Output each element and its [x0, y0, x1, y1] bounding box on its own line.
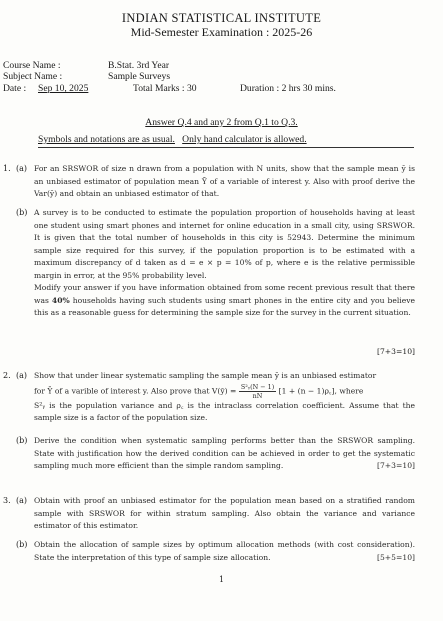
course-value: B.Stat. 3rd Year	[108, 60, 170, 71]
q1a-text: For an SRSWOR of size n drawn from a population with N units, show that the sample mean ȳ is an unbiased estimator of population mean Ȳ of a variable of interest y. Also with proof derive the Var(ȳ) and obtain an unbiased estimator of that.	[34, 164, 415, 198]
divider-line	[38, 147, 414, 148]
q3a-label: (a)	[16, 496, 28, 505]
course-label: Course Name :	[3, 60, 61, 71]
date-value: Sep 10, 2025	[38, 83, 89, 94]
q2b-text: Derive the condition when systematic sampling performs better than the SRSWOR sampling. State with justification how the derived condition can be achieved in order to get the systematic sampling much more efficient than the simple random sampling. [7+3=10]	[34, 435, 415, 473]
q2-marks: [7+3=10]	[377, 461, 415, 470]
question-3-number: 3.	[3, 496, 11, 505]
q2b-label: (b)	[16, 436, 28, 445]
institute-title: INDIAN STATISTICAL INSTITUTE	[121, 11, 322, 25]
q1b-para2: Modify your answer if you have information obtained from some recent previous result that there was 40% households having such students using smart phones in the entire city and you believe this as a reasonable guess for determining the sample size for the survey in the current situation.	[34, 283, 415, 317]
q3a-text: Obtain with proof an unbiased estimator for the population mean based on a stratified random sample with SRSWOR for within stratum sampling. Also obtain the variance and variance estimator of this estimator.	[34, 496, 415, 530]
q1b-text	[34, 207, 415, 320]
symbols-note: Symbols and notations are as usual.	[38, 134, 175, 145]
variance-fraction: $\frac{\text{S²ᵧ(N − 1)}}{nN}$	[240, 382, 275, 400]
answer-instruction: Answer Q.4 and any 2 from Q.1 to Q.3.	[145, 117, 298, 128]
q3b-text: Obtain the allocation of sample sizes by optimum allocation methods (with cost consideration). State the interpretation of this type of sample size allocation. [5+5=10]	[34, 539, 415, 564]
question-1-number: 1.	[3, 164, 11, 173]
q1b-bold-percent: 40%	[51, 295, 70, 305]
q1-marks: [7+3=10]	[377, 347, 415, 356]
q2a-text: Show that under linear systematic sampling the sample mean ȳ is an unbiased estimator for Ȳ of a varible of interest y. Also prove that V(ȳ) = $\frac{\text{S²ᵧ(N − 1)}}{nN}$ [1 + (n − 1)ρ꜀], where S²ᵧ is the population variance and ρ꜀ is the intraclass correlation coefficient. Assume that the sample size is a factor of the population size.	[34, 371, 415, 422]
question-2-number: 2.	[3, 371, 11, 380]
q1a-label: (a)	[16, 164, 28, 173]
q3-marks: [5+5=10]	[377, 552, 415, 562]
q1b-label: (b)	[16, 208, 28, 217]
page-number: 1	[218, 575, 225, 584]
rules-instruction	[38, 134, 307, 145]
q2a-label: (a)	[16, 371, 28, 380]
date-label: Date :	[3, 83, 27, 94]
q3b-label: (b)	[16, 540, 28, 549]
subject-value: Sample Surveys	[108, 71, 171, 82]
duration: Duration : 2 hrs 30 mins.	[240, 83, 336, 94]
total-marks: Total Marks : 30	[133, 83, 197, 94]
q1b-para1: A survey is to be conducted to estimate the population proportion of households having at least one student using smart phones and internet for online education in a small city, using SRSWOR. It is given that the total number of households in this city is 52943. Determine the minimum sample size required for this survey, if the population proportion is to be estimated with a maximum discrepancy of d taken as d = e × p = 10% of p, where e is the relative permissible margin in error, at the 95% probability level.	[34, 208, 415, 280]
subject-label: Subject Name :	[3, 71, 63, 82]
exam-title: Mid-Semester Examination : 2025-26	[130, 25, 313, 39]
calculator-note: Only hand calculator is allowed.	[182, 134, 307, 145]
